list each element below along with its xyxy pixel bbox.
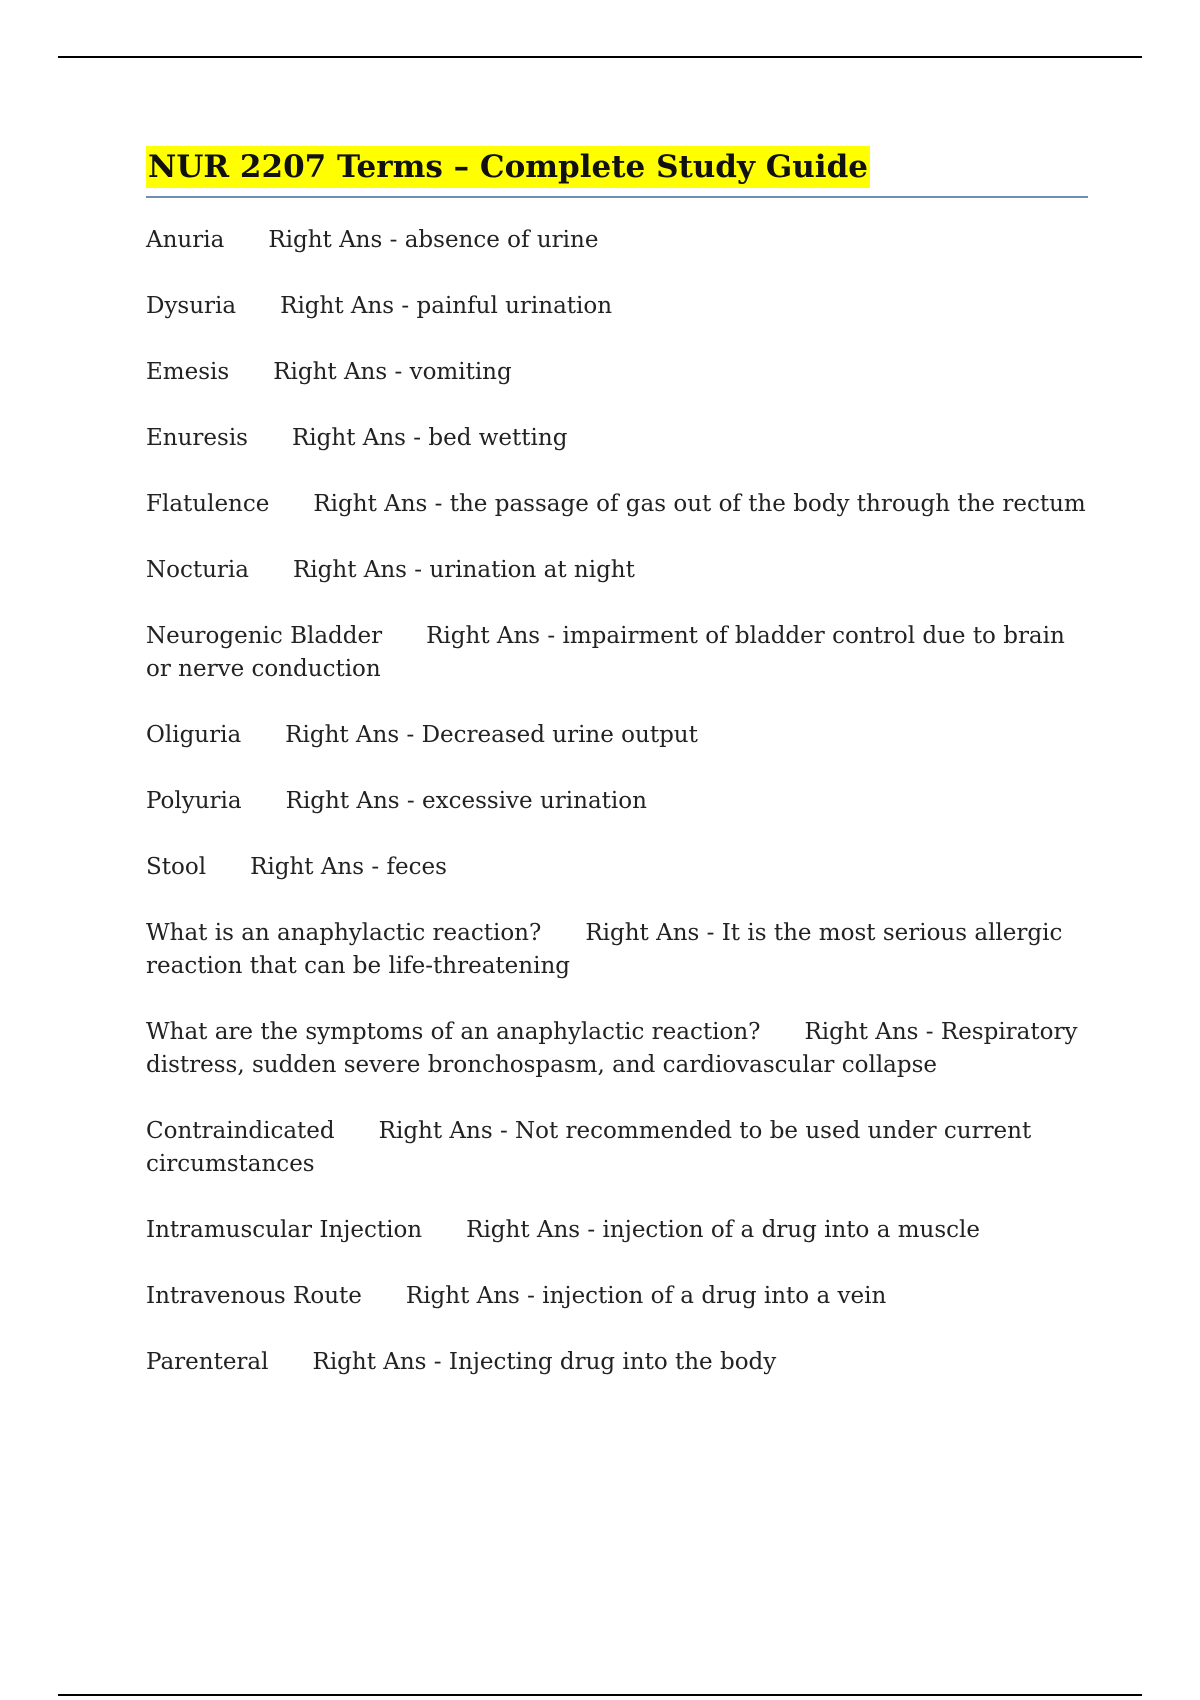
term-entry (146, 488, 1088, 521)
term-entry (146, 785, 1088, 818)
answer-text: It is the most serious allergic reaction that can be life-threatening (146, 920, 1063, 979)
answer-text: excessive urination (422, 788, 647, 814)
answer-prefix: Right Ans - (405, 1283, 543, 1309)
answer-prefix: Right Ans - (285, 722, 422, 748)
answer-text: Injecting drug into the body (448, 1349, 777, 1375)
term-label: Contraindicated (146, 1118, 335, 1144)
term-label: Flatulence (146, 491, 270, 517)
top-rule (58, 56, 1142, 58)
answer-text: absence of urine (404, 227, 599, 253)
term-label: Enuresis (146, 425, 248, 451)
term-entry (146, 1115, 1088, 1181)
term-label: Intramuscular Injection (146, 1217, 423, 1243)
term-label: Parenteral (146, 1349, 269, 1375)
term-label: Dysuria (146, 293, 237, 319)
answer-prefix: Right Ans - (378, 1118, 516, 1144)
answer-text: injection of a drug into a muscle (602, 1217, 981, 1243)
term-label: Anuria (146, 227, 225, 253)
term-entry (146, 1016, 1088, 1082)
answer-prefix: Right Ans - (291, 425, 429, 451)
term-entry (146, 290, 1088, 323)
page-title: NUR 2207 Terms – Complete Study Guide (146, 146, 870, 188)
answer-prefix: Right Ans - (426, 623, 563, 649)
answer-prefix: Right Ans - (273, 359, 410, 385)
answer-text: the passage of gas out of the body through the rectum (449, 491, 1086, 517)
term-entry (146, 620, 1088, 686)
answer-prefix: Right Ans - (292, 557, 430, 583)
term-list (146, 224, 1088, 1379)
answer-prefix: Right Ans - (280, 293, 417, 319)
answer-text: Decreased urine output (421, 722, 698, 748)
answer-text: Respiratory distress, sudden severe bronchospasm, and cardiovascular collapse (146, 1019, 1078, 1078)
answer-prefix: Right Ans - (313, 491, 450, 517)
term-entry (146, 1280, 1088, 1313)
term-entry (146, 719, 1088, 752)
answer-text: feces (386, 854, 447, 880)
answer-prefix: Right Ans - (585, 920, 722, 946)
term-entry (146, 917, 1088, 983)
term-entry (146, 554, 1088, 587)
term-label: Polyuria (146, 788, 242, 814)
term-label: Oliguria (146, 722, 242, 748)
term-label: Intravenous Route (146, 1283, 362, 1309)
answer-text: urination at night (429, 557, 635, 583)
answer-text: vomiting (409, 359, 512, 385)
term-entry (146, 422, 1088, 455)
answer-prefix: Right Ans - (312, 1349, 449, 1375)
term-label: Stool (146, 854, 207, 880)
title-block (146, 146, 1088, 198)
term-entry (146, 224, 1088, 257)
answer-text: Not recommended to be used under current circumstances (146, 1118, 1032, 1177)
term-entry (146, 1346, 1088, 1379)
answer-prefix: Right Ans - (804, 1019, 941, 1045)
bottom-rule (58, 1694, 1142, 1696)
answer-text: painful urination (416, 293, 613, 319)
term-entry (146, 356, 1088, 389)
term-entry (146, 851, 1088, 884)
answer-prefix: Right Ans - (466, 1217, 603, 1243)
answer-text: bed wetting (428, 425, 568, 451)
term-label: What are the symptoms of an anaphylactic reaction? (146, 1019, 761, 1045)
term-entry (146, 1214, 1088, 1247)
answer-text: impairment of bladder control due to brain or nerve conduction (146, 623, 1065, 682)
term-label: What is an anaphylactic reaction? (146, 920, 542, 946)
document-body (146, 146, 1088, 1412)
answer-text: injection of a drug into a vein (542, 1283, 887, 1309)
answer-prefix: Right Ans - (285, 788, 423, 814)
term-label: Nocturia (146, 557, 249, 583)
answer-prefix: Right Ans - (268, 227, 405, 253)
answer-prefix: Right Ans - (250, 854, 387, 880)
term-label: Neurogenic Bladder (146, 623, 383, 649)
term-label: Emesis (146, 359, 230, 385)
